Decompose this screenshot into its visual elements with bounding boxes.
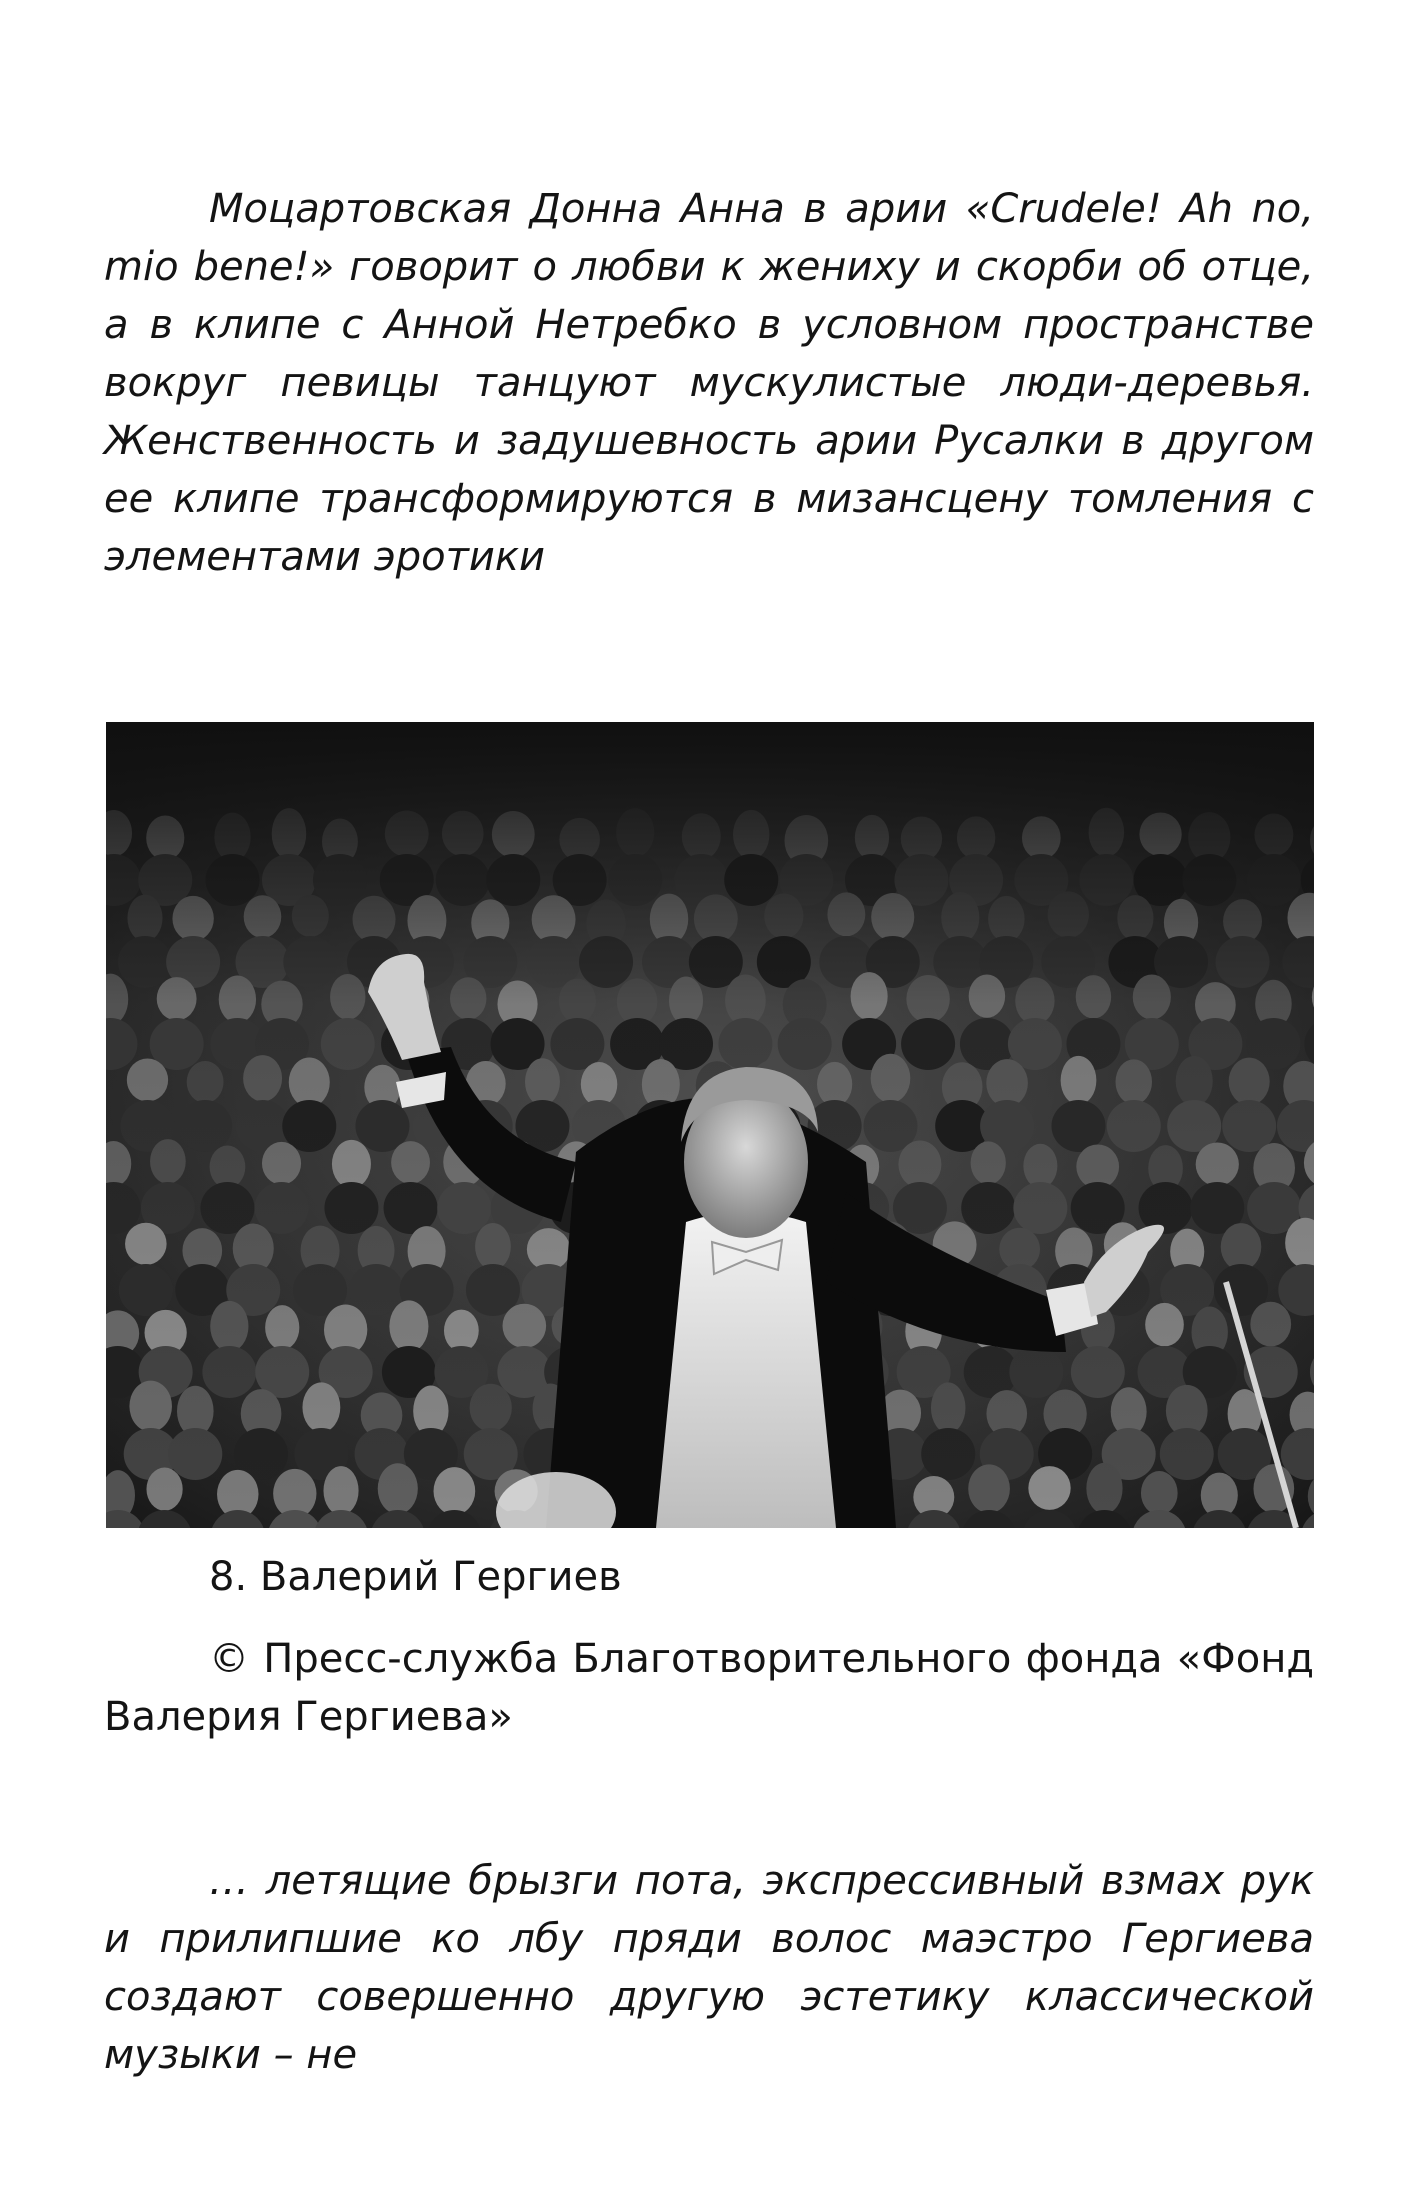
conductor-photo (106, 722, 1314, 1528)
body-paragraph-top: Моцартовская Донна Анна в арии «Crudele! Ah no, mio bene!» говорит о любви к жениху и скорби об отце, а в клипе с Анной Нетребко в условном пространстве вокруг певицы танцуют мускулистые люди-деревья. Женственность и задушевность арии Русалки в другом ее клипе трансформируются в мизансцену томления с элементами эротики (104, 186, 1314, 580)
figure-credit: © Пресс-служба Благотворительного фонда «Фонд Валерия Гергиева» (104, 1636, 1314, 1740)
body-paragraph-bottom: … летящие брызги пота, экспрессивный взмах рук и прилипшие ко лбу пряди волос маэстро Гергиева создают совершенно другую эстетику классической музыки – не (104, 1858, 1314, 2078)
figure-caption: 8. Валерий Гергиев (209, 1554, 622, 1600)
